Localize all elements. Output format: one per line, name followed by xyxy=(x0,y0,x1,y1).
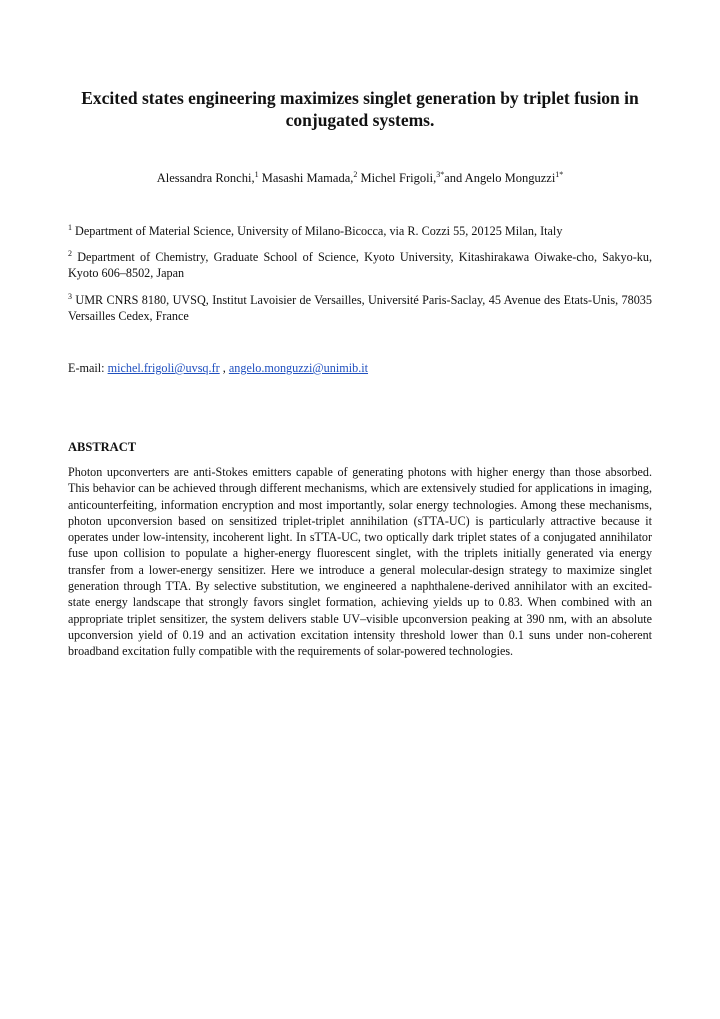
author-name: Michel Frigoli, xyxy=(360,171,437,185)
author-list xyxy=(68,170,652,186)
affiliation xyxy=(68,249,652,281)
affiliation-text: UMR CNRS 8180, UVSQ, Institut Lavoisier de Versailles, Université Paris-Saclay, 45 Avenue des Etats-Unis, 78035 Versailles Cedex, France xyxy=(68,293,652,323)
author-name: Masashi Mamada, xyxy=(261,171,354,185)
author-affiliation-mark: 1 xyxy=(254,169,259,179)
affiliation xyxy=(68,223,652,239)
affiliation-mark: 2 xyxy=(68,248,72,258)
affiliation xyxy=(68,292,652,324)
author-name: Alessandra Ronchi, xyxy=(156,171,255,185)
author-name: and Angelo Monguzzi xyxy=(444,171,556,185)
author-affiliation-mark: 3* xyxy=(436,169,445,179)
affiliation-mark: 3 xyxy=(68,291,72,301)
author-affiliation-mark: 2 xyxy=(353,169,358,179)
contact-email xyxy=(68,360,368,376)
email-separator: , xyxy=(222,361,226,375)
author-affiliation-mark: 1* xyxy=(555,169,564,179)
email-link[interactable]: michel.frigoli@uvsq.fr xyxy=(107,361,220,375)
abstract-heading: ABSTRACT xyxy=(68,440,137,454)
email-link[interactable]: angelo.monguzzi@unimib.it xyxy=(228,361,369,375)
email-label: E-mail: xyxy=(68,361,105,375)
abstract-text: Photon upconverters are anti-Stokes emitters capable of generating photons with higher energy than those absorbed. This behavior can be achieved through different mechanisms, which are extensively studied for applications in imaging, anticounterfeiting, information encryption and most importantly, solar energy technologies. Among these mechanisms, photon upconversion based on sensitized triplet-triplet annihilation (sTTA-UC) is particularly attractive because it operates under low-intensity, incoherent light. In sTTA-UC, two optically dark triplet states of a conjugated annihilator fuse upon collision to populate a higher-energy fluorescent singlet, with the triplets initially generated via energy transfer from a lower-energy sensitizer. Here we introduce a general molecular-design strategy to maximize singlet generation through TTA. By selective substitution, we engineered a naphthalene-derived annihilator with an excited-state energy landscape that strongly favors singlet formation, achieving yields up to 0.83. When combined with an appropriate triplet sensitizer, the system delivers stable UV–visible upconversion peaking at 390 nm, with an absolute upconversion yield of 0.19 and an activation excitation intensity threshold lower than 0.1 suns under non-coherent broadband excitation fully compatible with the requirements of solar-powered technologies. xyxy=(68,465,652,659)
affiliation-text: Department of Chemistry, Graduate School of Science, Kyoto University, Kitashirakawa Oiwake-cho, Sakyo-ku, Kyoto 606–8502, Japan xyxy=(68,250,652,280)
affiliation-text: Department of Material Science, University of Milano-Bicocca, via R. Cozzi 55, 20125 Milan, Italy xyxy=(75,224,563,238)
paper-title: Excited states engineering maximizes singlet generation by triplet fusion in conjugated systems. xyxy=(81,88,639,130)
affiliation-mark: 1 xyxy=(68,222,72,232)
